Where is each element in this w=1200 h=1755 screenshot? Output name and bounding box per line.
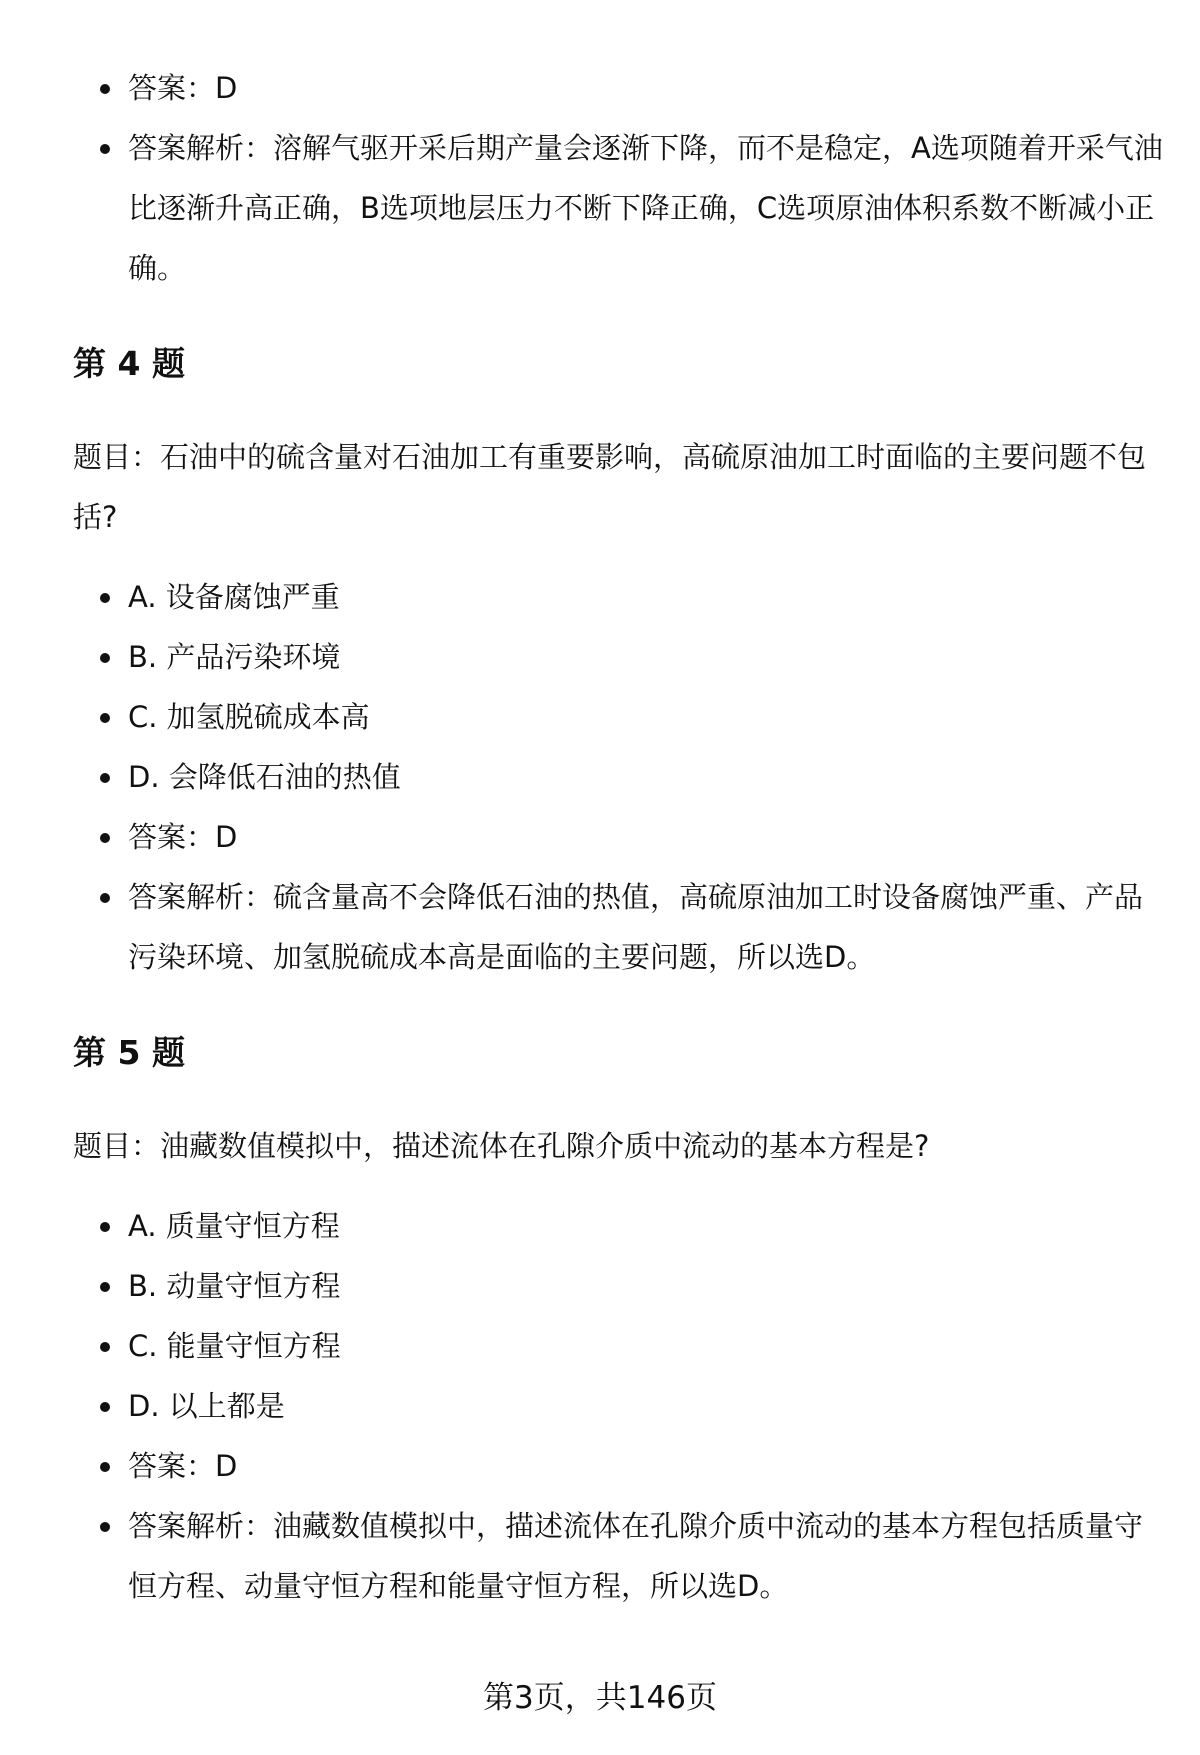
option-item bbox=[73, 1376, 1163, 1436]
option-text: B. 产品污染环境 bbox=[128, 640, 341, 674]
option-text: A. 质量守恒方程 bbox=[128, 1209, 340, 1243]
question-4-text: 题目：石油中的硫含量对石油加工有重要影响，高硫原油加工时面临的主要问题不包括? bbox=[73, 440, 1147, 534]
question-5-options bbox=[73, 1196, 1163, 1616]
option-text: C. 加氢脱硫成本高 bbox=[128, 700, 370, 734]
explanation-item bbox=[73, 118, 1163, 298]
answer-item bbox=[73, 58, 1163, 118]
answer-item bbox=[73, 1436, 1163, 1496]
bullet-icon bbox=[100, 144, 110, 154]
question-5-text: 题目：油藏数值模拟中，描述流体在孔隙介质中流动的基本方程是? bbox=[73, 1129, 930, 1163]
bullet-icon bbox=[100, 653, 110, 663]
bullet-icon bbox=[100, 1402, 110, 1412]
option-text: D. 会降低石油的热值 bbox=[128, 760, 401, 794]
explanation-text: 答案解析：硫含量高不会降低石油的热值，高硫原油加工时设备腐蚀严重、产品污染环境、加氢脱硫成本高是面临的主要问题，所以选D。 bbox=[128, 880, 1144, 974]
option-item bbox=[73, 1316, 1163, 1376]
option-item bbox=[73, 1196, 1163, 1256]
bullet-icon bbox=[100, 773, 110, 783]
bullet-icon bbox=[100, 1222, 110, 1232]
answer-text: 答案：D bbox=[128, 1449, 238, 1483]
explanation-text: 答案解析：油藏数值模拟中，描述流体在孔隙介质中流动的基本方程包括质量守恒方程、动量守恒方程和能量守恒方程，所以选D。 bbox=[128, 1509, 1144, 1603]
option-item bbox=[73, 627, 1163, 687]
answer-text: 答案：D bbox=[128, 71, 238, 105]
bullet-icon bbox=[100, 1462, 110, 1472]
option-item bbox=[73, 687, 1163, 747]
explanation-item bbox=[73, 867, 1163, 987]
answer-text: 答案：D bbox=[128, 820, 238, 854]
bullet-icon bbox=[100, 1522, 110, 1532]
option-item bbox=[73, 1256, 1163, 1316]
bullet-icon bbox=[100, 713, 110, 723]
option-text: A. 设备腐蚀严重 bbox=[128, 580, 340, 614]
question-5-heading: 第 5 题 bbox=[73, 1033, 185, 1072]
question-4-options bbox=[73, 567, 1163, 987]
page-content bbox=[73, 58, 1163, 1616]
option-item bbox=[73, 747, 1163, 807]
answer-item bbox=[73, 807, 1163, 867]
bullet-icon bbox=[100, 1282, 110, 1292]
page-number-footer: 第3页，共146页 bbox=[483, 1680, 717, 1716]
explanation-item bbox=[73, 1496, 1163, 1616]
question-4-heading: 第 4 题 bbox=[73, 344, 185, 383]
bullet-icon bbox=[100, 593, 110, 603]
option-item bbox=[73, 567, 1163, 627]
bullet-icon bbox=[100, 1342, 110, 1352]
option-text: C. 能量守恒方程 bbox=[128, 1329, 341, 1363]
previous-question-tail bbox=[73, 58, 1163, 298]
bullet-icon bbox=[100, 833, 110, 843]
bullet-icon bbox=[100, 84, 110, 94]
option-text: D. 以上都是 bbox=[128, 1389, 285, 1423]
explanation-text: 答案解析：溶解气驱开采后期产量会逐渐下降，而不是稳定，A选项随着开采气油比逐渐升高正确，B选项地层压力不断下降正确，C选项原油体积系数不断减小正确。 bbox=[128, 131, 1163, 285]
option-text: B. 动量守恒方程 bbox=[128, 1269, 341, 1303]
bullet-icon bbox=[100, 893, 110, 903]
